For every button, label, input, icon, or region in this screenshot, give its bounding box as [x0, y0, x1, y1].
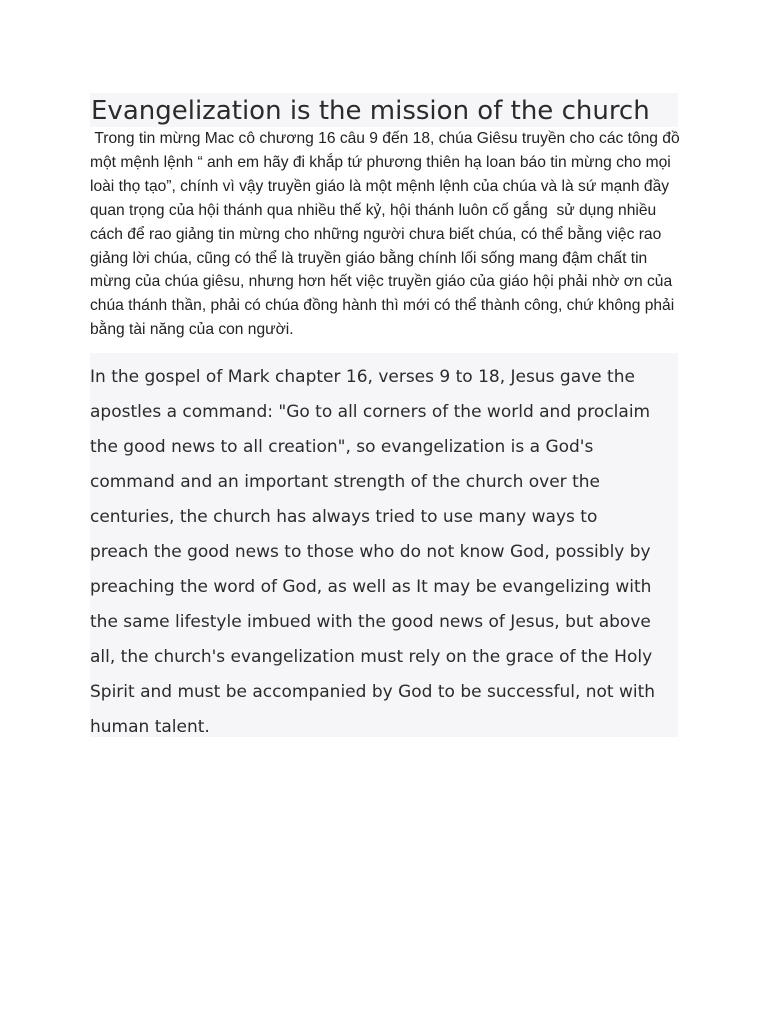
vietnamese-paragraph: Trong tin mừng Mac cô chương 16 câu 9 đến 18, chúa Giêsu truyền cho các tông đồ một mệnh lệnh “ anh em hãy đi khắp tứ phương thiên hạ loan báo tin mừng cho mọi loài thọ tạo”, chính vì vậy truyền giáo là một mệnh lệnh của chúa và là sứ mạnh đầy quan trọng của hội thánh qua nhiều thế kỷ, hội thánh luôn cố gắng sử dụng nhiều cách để rao giảng tin mừng cho những người chưa biết chúa, có thể bằng việc rao giảng lời chúa, cũng có thể là truyền giáo bằng chính lối sống mang đậm chất tin mừng của chúa giêsu, nhưng hơn hết việc truyền giáo của giáo hội phải nhờ ơn của chúa thánh thần, phải có chúa đồng hành thì mới có thể thành công, chứ không phải bằng tài năng của con người. [90, 130, 684, 339]
english-line: all, the church's evangelization must rely on the grace of the Holy [90, 647, 653, 667]
english-line: the same lifestyle imbued with the good news of Jesus, but above [90, 612, 651, 632]
english-line: the good news to all creation", so evangelization is a God's [90, 437, 594, 457]
english-line: preach the good news to those who do not know God, possibly by [90, 542, 651, 562]
english-line: apostles a command: "Go to all corners of the world and proclaim [90, 402, 651, 422]
english-line: command and an important strength of the church over the [90, 472, 600, 492]
english-line: centuries, the church has always tried to use many ways to [90, 507, 598, 527]
english-line: preaching the word of God, as well as It may be evangelizing with [90, 577, 652, 597]
english-line: human talent. [90, 717, 210, 737]
document-title: Evangelization is the mission of the church [91, 96, 650, 126]
english-paragraph [90, 360, 680, 745]
english-line: Spirit and must be accompanied by God to be successful, not with [90, 682, 656, 702]
english-line: In the gospel of Mark chapter 16, verses 9 to 18, Jesus gave the [90, 367, 635, 387]
